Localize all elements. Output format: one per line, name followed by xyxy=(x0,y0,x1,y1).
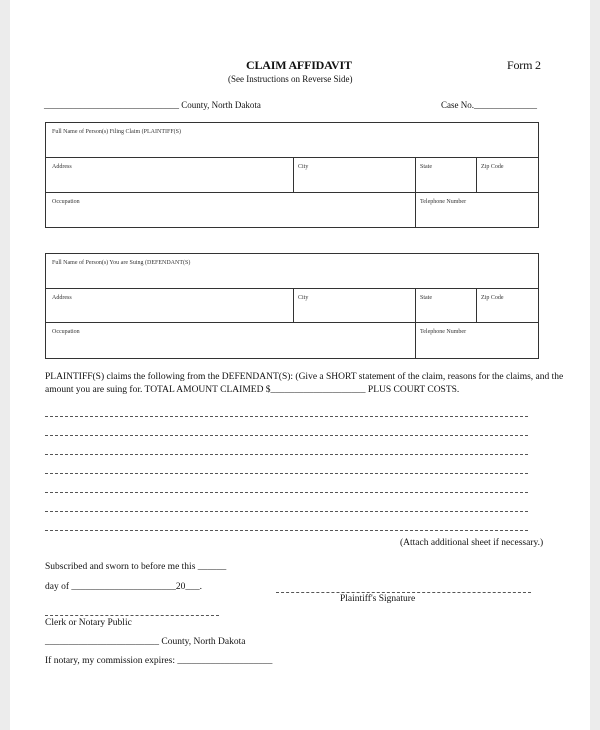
commission-line[interactable]: If notary, my commission expires: ____________________ xyxy=(45,656,273,666)
defendant-row-divider-1 xyxy=(45,288,539,289)
defendant-occupation-field[interactable]: Occupation xyxy=(52,329,80,335)
sworn-line[interactable]: Subscribed and sworn to before me this ______ xyxy=(45,562,227,572)
day-of-line[interactable]: day of ______________________20___. xyxy=(45,582,203,592)
plaintiff-signature-label: Plaintiff's Signature xyxy=(340,594,416,604)
defendant-box xyxy=(45,253,539,359)
claim-statement-line-2[interactable]: amount you are suing for. TOTAL AMOUNT CLAIMED $____________________ PLUS COURT COSTS. xyxy=(45,385,460,395)
defendant-phone-field[interactable]: Telephone Number xyxy=(420,329,467,335)
plaintiff-zip-field[interactable]: Zip Code xyxy=(481,164,504,170)
clerk-label: Clerk or Notary Public xyxy=(45,618,132,628)
claim-blank-line[interactable] xyxy=(45,454,528,455)
form-subtitle: (See Instructions on Reverse Side) xyxy=(228,74,353,84)
claim-blank-line[interactable] xyxy=(45,492,528,493)
claim-blank-line[interactable] xyxy=(45,530,528,531)
claim-blank-line[interactable] xyxy=(45,435,528,436)
plaintiff-city-field[interactable]: City xyxy=(298,164,309,170)
plaintiff-phone-field[interactable]: Telephone Number xyxy=(420,199,467,205)
claim-statement-line-1: PLAINTIFF(S) claims the following from the DEFENDANT(S): (Give a SHORT statement of the claim, reasons for the claims, and the xyxy=(45,372,564,382)
plaintiff-col-divider-city xyxy=(293,157,294,192)
case-number-field[interactable]: Case No.______________ xyxy=(441,100,537,110)
plaintiff-name-field[interactable]: Full Name of Person(s) Filing Claim (PLAINTIFF(S) xyxy=(52,129,181,135)
defendant-address-field[interactable]: Address xyxy=(52,295,72,301)
plaintiff-col-divider-state xyxy=(415,157,416,228)
attach-note: (Attach additional sheet if necessary.) xyxy=(400,538,544,548)
plaintiff-signature-line[interactable] xyxy=(276,592,531,593)
clerk-signature-line[interactable] xyxy=(45,615,219,616)
defendant-city-field[interactable]: City xyxy=(298,295,309,301)
claim-blank-line[interactable] xyxy=(45,416,528,417)
plaintiff-row-divider-1 xyxy=(45,157,539,158)
defendant-row-divider-2 xyxy=(45,322,539,323)
defendant-col-divider-zip xyxy=(476,288,477,322)
form-number: Form 2 xyxy=(507,58,541,72)
form-title: CLAIM AFFIDAVIT xyxy=(246,58,352,72)
form-page xyxy=(10,0,590,730)
defendant-state-field[interactable]: State xyxy=(420,295,432,301)
plaintiff-address-field[interactable]: Address xyxy=(52,164,72,170)
claim-blank-line[interactable] xyxy=(45,511,528,512)
plaintiff-col-divider-zip xyxy=(476,157,477,192)
defendant-col-divider-city xyxy=(293,288,294,322)
defendant-name-field[interactable]: Full Name of Person(s) You are Suing (DEFENDANT(S) xyxy=(52,260,191,266)
plaintiff-row-divider-2 xyxy=(45,192,539,193)
defendant-col-divider-state xyxy=(415,288,416,359)
clerk-county-line[interactable]: ________________________ County, North Dakota xyxy=(45,637,246,647)
county-line[interactable]: ______________________________ County, North Dakota xyxy=(44,100,261,110)
defendant-zip-field[interactable]: Zip Code xyxy=(481,295,504,301)
plaintiff-occupation-field[interactable]: Occupation xyxy=(52,199,80,205)
plaintiff-state-field[interactable]: State xyxy=(420,164,432,170)
plaintiff-box xyxy=(45,122,539,228)
claim-blank-line[interactable] xyxy=(45,473,528,474)
